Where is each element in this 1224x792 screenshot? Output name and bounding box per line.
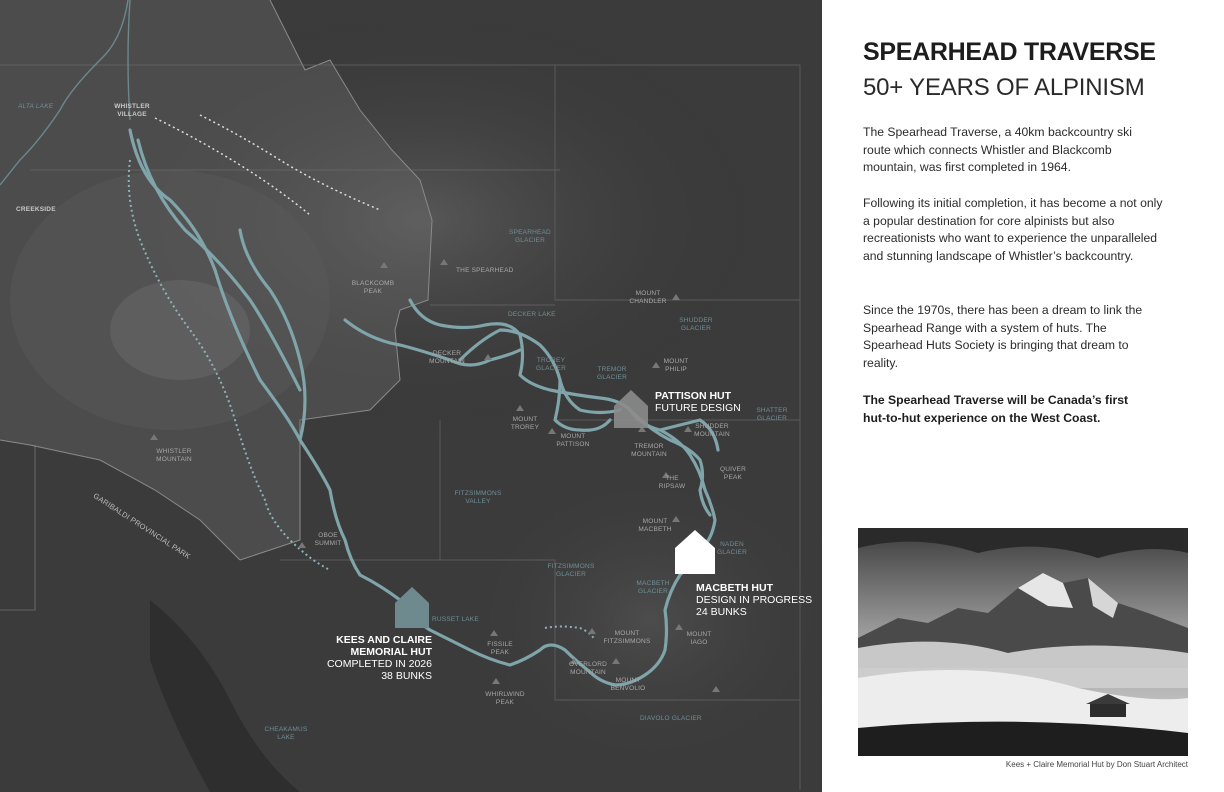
label-fitzsimmons-valley: FITZSIMMONS VALLEY xyxy=(454,490,502,505)
label-russet-lake: RUSSET LAKE xyxy=(432,616,479,623)
label-spearhead-glacier: SPEARHEAD GLACIER xyxy=(509,229,551,244)
label-trorey-glacier: TROREY GLACIER xyxy=(536,357,566,372)
label-mount-trorey: MOUNT TROREY xyxy=(510,416,540,431)
label-decker-mountain: DECKER MOUNTAIN xyxy=(429,350,465,365)
label-decker-lake: DECKER LAKE xyxy=(508,311,556,318)
kees-claire-hut-bunks: 38 BUNKS xyxy=(381,670,432,682)
photo-caption: Kees + Claire Memorial Hut by Don Stuart Architect xyxy=(1005,760,1188,769)
pattison-hut-label xyxy=(655,390,741,414)
macbeth-hut-label xyxy=(696,582,812,618)
label-the-ripsaw: THE RIPSAW xyxy=(658,475,686,490)
label-mount-benvolio: MOUNT BENVOLIO xyxy=(610,677,646,692)
label-macbeth-glacier: MACBETH GLACIER xyxy=(636,580,670,595)
kees-claire-hut-status: COMPLETED IN 2026 xyxy=(326,658,432,670)
label-overlord-mountain: OVERLORD MOUNTAIN xyxy=(568,661,608,676)
label-mount-fitzsimmons: MOUNT FITZSIMMONS xyxy=(603,630,651,645)
label-whistler-village: WHISTLER VILLAGE xyxy=(114,103,150,118)
label-cheakamus-lake: CHEAKAMUS LAKE xyxy=(264,726,308,741)
label-shatter-glacier: SHATTER GLACIER xyxy=(756,407,788,422)
page-title: SPEARHEAD TRAVERSE xyxy=(863,38,1156,66)
hut-photo-graphic xyxy=(858,528,1188,756)
label-shudder-glacier: SHUDDER GLACIER xyxy=(679,317,713,332)
label-the-spearhead: THE SPEARHEAD xyxy=(456,267,514,274)
label-quiver-peak: QUIVER PEAK xyxy=(719,466,747,481)
info-panel xyxy=(822,0,1224,792)
label-whirlwind-peak: WHIRLWIND PEAK xyxy=(485,691,525,706)
label-blackcomb-peak: BLACKCOMB PEAK xyxy=(351,280,395,295)
label-garibaldi-provincial-park: GARIBALDI PROVINCIAL PARK xyxy=(91,491,193,561)
label-naden-glacier: NADEN GLACIER xyxy=(717,541,747,556)
intro-paragraph: The Spearhead Traverse, a 40km backcountry ski route which connects Whistler and Blackcomb mountain, was first completed in 1964. xyxy=(863,125,1132,174)
label-tremor-glacier: TREMOR GLACIER xyxy=(597,366,627,381)
label-mount-chandler: MOUNT CHANDLER xyxy=(629,290,667,305)
history-paragraph: Following its initial completion, it has become a not only a popular destination for core alpinists but also recreationists who want to experience the unparalleled and stunning landscape of Whistler’s backcountry. xyxy=(863,196,1163,263)
label-diavolo-glacier: DIAVOLO GLACIER xyxy=(640,715,702,722)
label-mount-pattison: MOUNT PATTISON xyxy=(556,433,590,448)
label-alta-lake: ALTA LAKE xyxy=(18,103,54,110)
label-fissile-peak: FISSILE PEAK xyxy=(487,641,513,656)
label-mount-iago: MOUNT IAGO xyxy=(686,631,712,646)
label-fitzsimmons-glacier: FITZSIMMONS GLACIER xyxy=(547,563,595,578)
hut-photo xyxy=(858,528,1188,756)
kees-claire-hut-name-line2: MEMORIAL HUT xyxy=(350,646,432,658)
highlight-paragraph: The Spearhead Traverse will be Canada’s first hut-to-hut experience on the West Coast. xyxy=(863,393,1129,425)
pattison-hut-name: PATTISON HUT xyxy=(655,390,732,402)
kees-claire-hut-name-line1: KEES AND CLAIRE xyxy=(336,634,432,646)
label-mount-macbeth: MOUNT MACBETH xyxy=(638,518,672,533)
kees-claire-hut-label xyxy=(327,634,432,682)
label-mount-philip: MOUNT PHILIP xyxy=(663,358,689,373)
page-subtitle: 50+ YEARS OF ALPINISM xyxy=(863,74,1145,101)
vision-paragraph: Since the 1970s, there has been a dream to link the Spearhead Range with a system of huts. The Spearhead Huts Society is bringing that dream to reality. xyxy=(863,303,1143,370)
label-creekside: CREEKSIDE xyxy=(16,206,56,213)
label-whistler-mountain: WHISTLER MOUNTAIN xyxy=(156,448,192,463)
macbeth-hut-name: MACBETH HUT xyxy=(696,582,773,594)
macbeth-hut-status: DESIGN IN PROGRESS xyxy=(696,594,813,606)
label-tremor-mountain: TREMOR MOUNTAIN xyxy=(631,443,667,458)
macbeth-hut-bunks: 24 BUNKS xyxy=(696,606,747,618)
label-shudder-mountain: SHUDDER MOUNTAIN xyxy=(694,423,730,438)
label-oboe-summit: OBOE SUMMIT xyxy=(314,532,342,547)
pattison-hut-status: FUTURE DESIGN xyxy=(655,402,741,414)
